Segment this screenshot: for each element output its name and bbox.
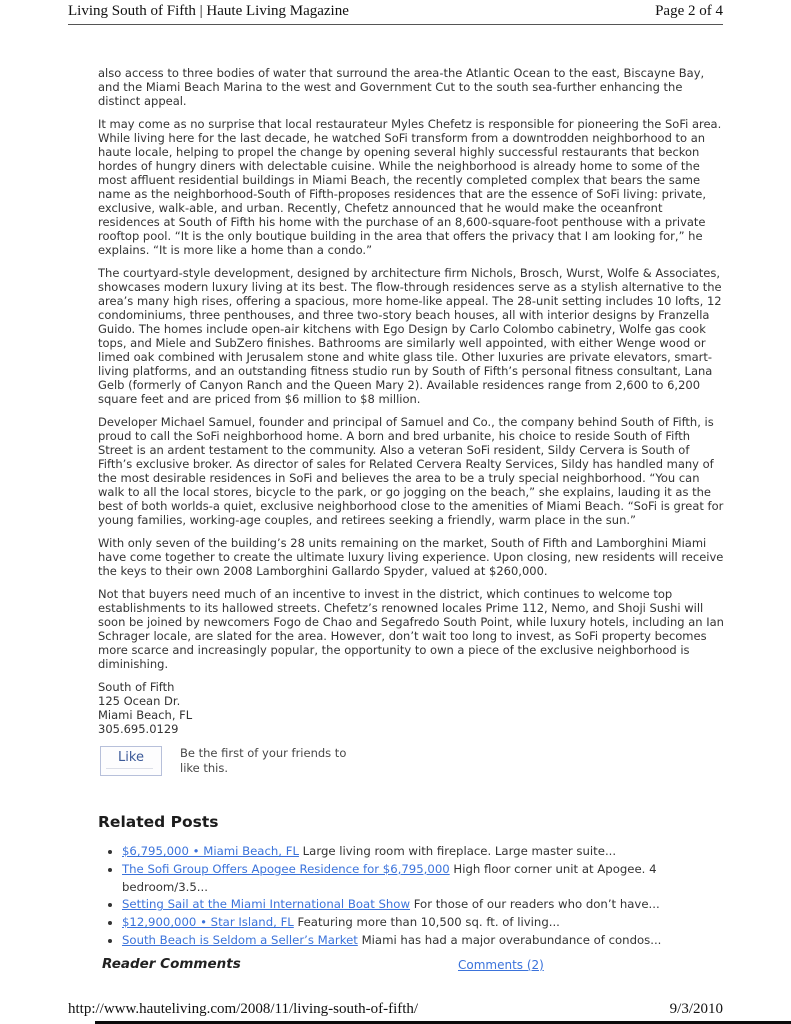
related-post-item (122, 843, 725, 861)
article-body (98, 66, 725, 977)
related-post-excerpt: Featuring more than 10,500 sq. ft. of living... (293, 915, 560, 930)
document-title: Living South of Fifth | Haute Living Magazine (68, 3, 349, 19)
related-post-item (122, 932, 725, 950)
related-post-link[interactable]: $12,900,000 • Star Island, FL (122, 915, 294, 930)
address-block (98, 680, 725, 736)
related-posts-list (98, 843, 725, 950)
related-post-excerpt: Large living room with fireplace. Large master suite... (298, 844, 617, 858)
article-paragraph: Not that buyers need much of an incentive to invest in the district, which continues to welcome top establishments to its hallowed streets. Chefetz’s renowned locales Prime 112, Nemo, and Shoji Sushi will soon be joined by newcomers Fogo de Chao and Segafredo South Point, while luxury hotels, including an Ian Schrager locale, are slated for the area. However, don’t wait too long to invest, as SoFi property becomes more scarce and increasingly popular, the opportunity to own a piece of the exclusive neighborhood is diminishing. (98, 587, 724, 671)
print-header (68, 3, 723, 25)
related-post-link[interactable]: Setting Sail at the Miami International Boat Show (122, 897, 411, 912)
related-post-item (122, 896, 725, 914)
related-post-item (122, 861, 725, 897)
comments-count-link[interactable]: Comments (2) (458, 957, 544, 972)
address-line: 125 Ocean Dr. (98, 694, 181, 708)
address-line: South of Fifth (98, 680, 175, 694)
related-post-link[interactable]: South Beach is Seldom a Seller’s Market (122, 932, 358, 947)
related-posts-title: Related Posts (98, 813, 219, 831)
address-line: Miami Beach, FL (98, 708, 193, 722)
related-post-link[interactable]: The Sofi Group Offers Apogee Residence for $6,795,000 (122, 861, 450, 876)
article-paragraph: The courtyard-style development, designed by architecture firm Nichols, Brosch, Wurst, Wolfe & Associates, showcases modern luxury living at its best. The flow-through residences serve as a stylish alternative to the area’s many high rises, offering a spacious, more home-like appeal. The 28-unit setting includes 10 lofts, 12 condominiums, three penthouses, and three two-story beach houses, all with interior designs by Franzella Guido. The homes include open-air kitchens with Ego Design by Carlo Colombo cabinetry, Wolfe gas cook tops, and Miele and SubZero finishes. Bathrooms are similarly well appointed, with either Wenge wood or limed oak combined with Jerusalem stone and white glass tile. Other luxuries are private elevators, smart-living platforms, and an outstanding fitness studio run by South of Fifth’s personal fitness consultant, Lana Gelb (formerly of Canyon Ranch and the Queen Mary 2). Available residences range from 2,600 to 6,200 square feet and are priced from $6 million to $8 million. (98, 266, 722, 406)
related-post-excerpt: For those of our readers who don’t have... (410, 897, 660, 912)
facebook-like-widget (100, 746, 725, 776)
related-post-link[interactable]: $6,795,000 • Miami Beach, FL (122, 844, 299, 858)
address-line: 305.695.0129 (98, 722, 179, 736)
article-paragraph: With only seven of the building’s 28 units remaining on the market, South of Fifth and Lamborghini Miami have come together to create the ultimate luxury living experience. Upon closing, new residents will receive the keys to their own 2008 Lamborghini Gallardo Spyder, valued at $260,000. (98, 536, 724, 578)
like-caption: Be the first of your friends to like this. (180, 746, 347, 775)
source-url: http://www.hauteliving.com/2008/11/living-south-of-fifth/ (68, 1001, 419, 1017)
reader-comments-label: Reader Comments (102, 955, 241, 972)
article-paragraph: It may come as no surprise that local restaurateur Myles Chefetz is responsible for pioneering the SoFi area. While living here for the last decade, he watched SoFi transform from a downtrodden neighborhood to an haute locale, helping to propel the change by opening several highly successful restaurants that beckon hordes of hungry diners with delectable cuisine. While the neighborhood is already home to some of the most affluent residential buildings in Miami Beach, the recently completed complex that bears the same name as the neighborhood-South of Fifth-proposes residences that are the essence of SoFi living: private, exclusive, walk-able, and urban. Recently, Chefetz announced that he would make the oceanfront residences at South of Fifth his home with the purchase of an 8,600-square-foot penthouse with a private rooftop pool. “It is the only boutique building in the area that offers the privacy that I am looking for,” he explains. “It is more like a home than a condo.” (98, 117, 722, 257)
print-footer (68, 1001, 723, 1018)
article-paragraph: Developer Michael Samuel, founder and principal of Samuel and Co., the company behind South of Fifth, is proud to call the SoFi neighborhood home. A born and bred urbanite, his choice to reside South of Fifth Street is an ardent testament to the community. Also a veteran SoFi resident, Sildy Cervera is South of Fifth’s exclusive broker. As director of sales for Related Cervera Realty Services, Sildy has handled many of the most desirable residences in SoFi and believes the area to be a truly special neighborhood. “You can walk to all the local stores, bicycle to the park, or go jogging on the beach,” she explains, lauding it as the best of both worlds-a quiet, exclusive neighborhood close to the amenities of Miami Beach. “SoFi is great for young families, working-age couples, and retirees seeking a friendly, warm place in the sun.” (98, 415, 724, 527)
related-post-excerpt: Miami has had a major overabundance of condos... (357, 932, 662, 947)
related-post-item (122, 914, 725, 932)
comments-section (98, 957, 725, 977)
print-date: 9/3/2010 (669, 1001, 723, 1017)
like-button[interactable]: Like (100, 746, 162, 776)
page-number: Page 2 of 4 (655, 3, 723, 19)
article-paragraph: also access to three bodies of water that surround the area-the Atlantic Ocean to the east, Biscayne Bay, and the Miami Beach Marina to the west and Government Cut to the south sea-further enhancing the distinct appeal. (98, 66, 705, 108)
related-post-excerpt: High floor corner unit at Apogee. 4 bedroom/3.5... (122, 861, 657, 894)
